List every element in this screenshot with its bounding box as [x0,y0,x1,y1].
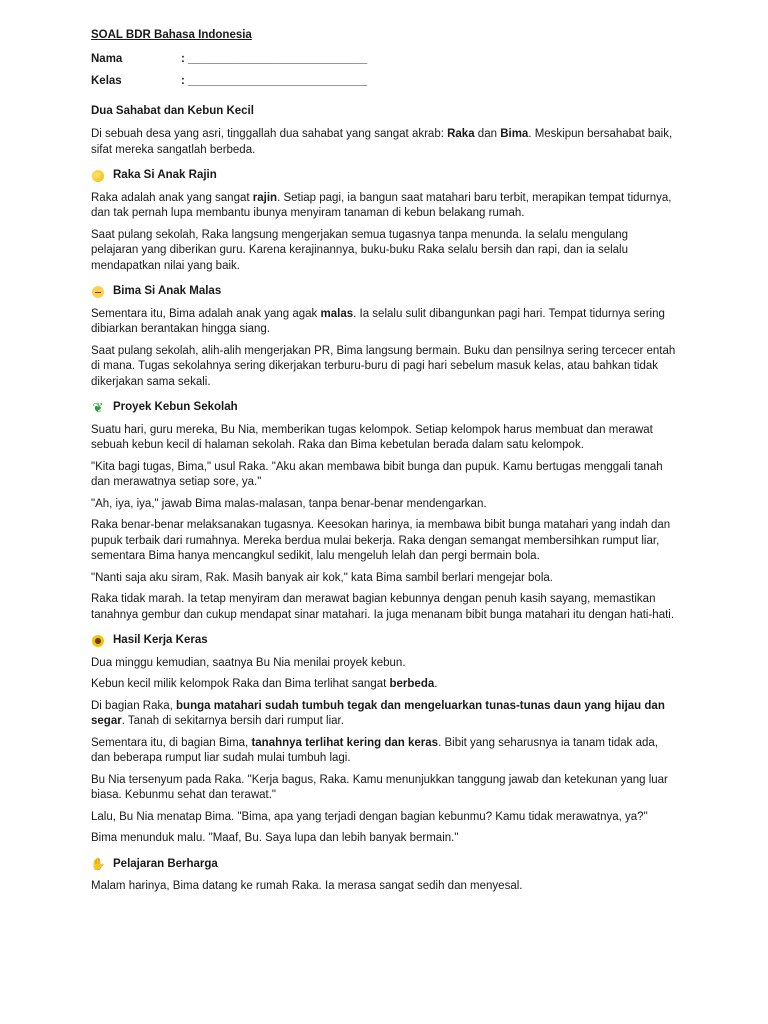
heading-hasil: Hasil Kerja Keras [91,633,678,649]
document-title: SOAL BDR Bahasa Indonesia [91,29,252,41]
sunflower-icon [91,634,105,648]
heading-proyek: ❦ Proyek Kebun Sekolah [92,400,238,415]
heading-pelajaran: ✋ Pelajaran Berharga [90,856,218,871]
story-title: Dua Sahabat dan Kebun Kecil [91,104,254,117]
hasil-paragraph-3: Di bagian Raka, bunga matahari sudah tumbuh tegak dan mengeluarkan tunas-tunas daun yang hijau dan segar. Tanah di sekitarnya bersih dari rumput liar. [91,699,665,727]
kelas-blank: : ____________________________ [181,75,368,87]
proyek-paragraph-2: "Kita bagi tugas, Bima," usul Raka. "Aku akan membawa bibit bunga dan pupuk. Kamu bertugas menggali tanah dan merawatnya setiap sore, ya." [91,460,663,488]
kelas-label: Kelas [91,75,122,87]
raka-paragraph-2: Saat pulang sekolah, Raka langsung mengerjakan semua tugasnya tanpa menunda. Ia selalu mengulang pelajaran yang diberikan guru. Karena kerajinannya, buku-buku Raka selalu bersih dan rapi, dan ia selalu mendapatkan nilai yang baik. [91,228,629,272]
kelas-field [91,74,678,90]
hasil-paragraph-4: Sementara itu, di bagian Bima, tanahnya terlihat kering dan keras. Bibit yang seharusnya ia tanam tidak ada, dan beberapa rumput liar sudah mulai tumbuh lagi. [91,736,658,764]
hasil-paragraph-2: Kebun kecil milik kelompok Raka dan Bima terlihat sangat berbeda. [91,678,438,690]
proyek-paragraph-3: "Ah, iya, iya," jawab Bima malas-malasan, tanpa benar-benar mendengarkan. [91,497,487,510]
bima-paragraph-1: Sementara itu, Bima adalah anak yang agak malas. Ia selalu sulit dibangunkan pagi hari. Tempat tidurnya sering dibiarkan berantakan hingga siang. [91,307,665,335]
proyek-paragraph-6: Raka tidak marah. Ia tetap menyiram dan merawat bagian kebunnya dengan penuh kasih sayang, memastikan tanahnya gembur dan cukup mendapat sinar matahari. Ia juga menanam bibit bunga matahari itu dengan hati-hati. [91,593,675,621]
sun-icon [91,169,105,183]
handshake-icon: ✋ [90,856,106,871]
heading-bima: Bima Si Anak Malas [91,284,678,300]
proyek-paragraph-1: Suatu hari, guru mereka, Bu Nia, memberikan tugas kelompok. Setiap kelompok harus membuat dan merawat sebuah kebun kecil di halaman sekolah. Raka dan Bima kebetulan berada dalam satu kelompok. [91,423,653,451]
pelajaran-paragraph-1: Malam harinya, Bima datang ke rumah Raka. Ia merasa sangat sedih dan menyesal. [91,880,523,892]
hasil-paragraph-1: Dua minggu kemudian, saatnya Bu Nia menilai proyek kebun. [91,656,406,669]
hasil-paragraph-7: Bima menunduk malu. "Maaf, Bu. Saya lupa dan lebih banyak bermain." [91,832,459,844]
nama-label: Nama [91,52,123,65]
nama-field [91,52,678,68]
hasil-paragraph-5: Bu Nia tersenyum pada Raka. "Kerja bagus, Raka. Kamu menunjukkan tanggung jawab dan ketekunan yang luar biasa. Kebunmu sehat dan terawat." [91,773,668,801]
sleeping-face-icon [91,285,105,299]
raka-paragraph-1: Raka adalah anak yang sangat rajin. Setiap pagi, ia bangun saat matahari baru terbit, merapikan tempat tidurnya, dan tak pernah lupa membantu ibunya menyiram tanaman di kebun belakang rumah. [91,191,672,219]
bima-paragraph-2: Saat pulang sekolah, alih-alih mengerjakan PR, Bima langsung bermain. Buku dan pensilnya sering tercecer entah di mana. Tugas sekolahnya sering dikerjakan terburu-buru di pagi hari sebelum masuk kelas, atau bahkan tidak dikerjakan sama sekali. [91,344,676,388]
proyek-paragraph-4: Raka benar-benar melaksanakan tugasnya. Keesokan harinya, ia membawa bibit bunga matahari yang indah dan pupuk terbaik dari rumahnya. Mereka berdua mulai bekerja. Raka dengan semangat membersihkan rumput liar, sementara Bima hanya mencangkul sedikit, lalu mengeluh lelah dan pergi bermain bola. [91,519,671,562]
proyek-paragraph-5: "Nanti saja aku siram, Rak. Masih banyak air kok," kata Bima sambil berlari mengejar bola. [91,571,553,584]
nama-blank: : ____________________________ [181,52,368,65]
intro-paragraph: Di sebuah desa yang asri, tinggallah dua sahabat yang sangat akrab: Raka dan Bima. Meskipun bersahabat baik, sifat mereka sangatlah berbeda. [91,128,673,156]
seedling-icon: ❦ [92,400,104,415]
hasil-paragraph-6: Lalu, Bu Nia menatap Bima. "Bima, apa yang terjadi dengan bagian kebunmu? Kamu tidak merawatnya, ya?" [91,810,648,823]
heading-raka: Raka Si Anak Rajin [91,168,678,184]
